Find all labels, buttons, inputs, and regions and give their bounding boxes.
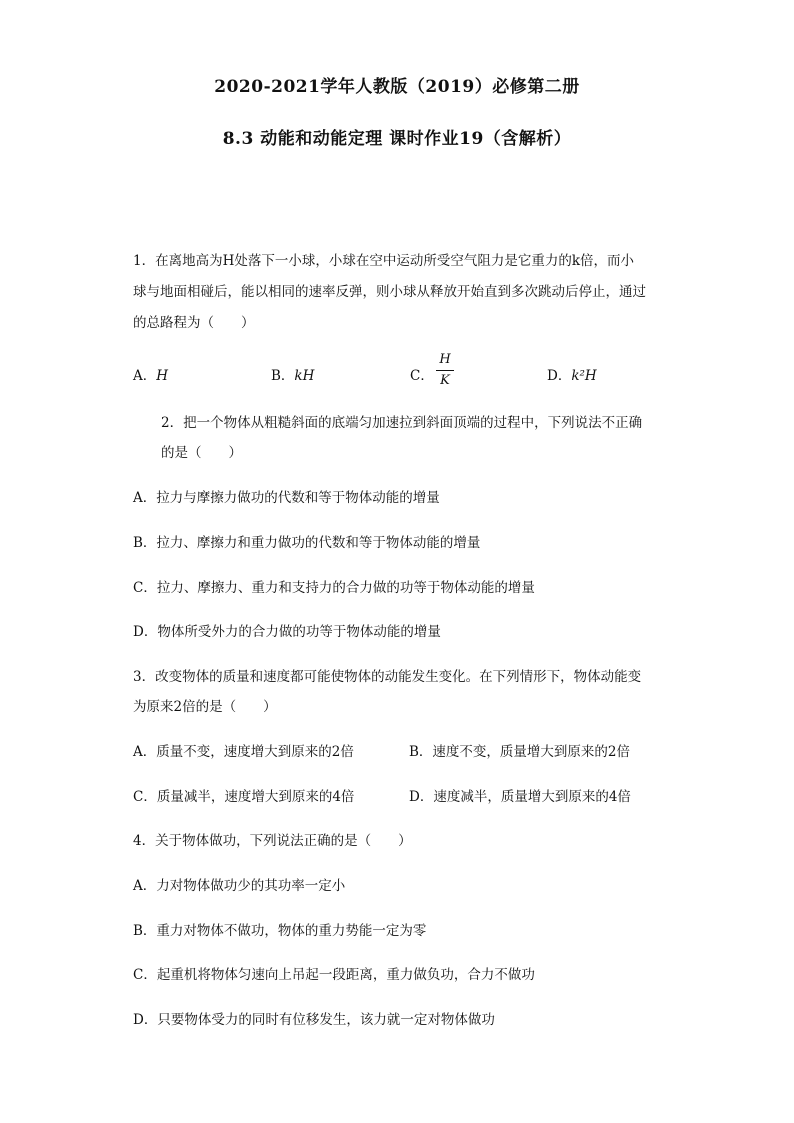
question-1-line-1: 1．在离地高为H处落下一小球，小球在空中运动所受空气阻力是它重力的k倍，而小 (133, 253, 635, 269)
question-2-line-2: 的是（ ） (161, 445, 242, 461)
fraction-denominator: K (440, 373, 450, 388)
question-4-line-1: 4．关于物体做功，下列说法正确的是（ ） (133, 833, 412, 849)
question-2-option-c: C．拉力、摩擦力、重力和支持力的合力做的功等于物体动能的增量 (133, 580, 535, 596)
question-4-option-b: B．重力对物体不做功，物体的重力势能一定为零 (133, 923, 427, 939)
option-label: C． (410, 368, 434, 384)
question-2-option-b: B．拉力、摩擦力和重力做功的代数和等于物体动能的增量 (133, 535, 481, 551)
question-1-line-3: 的总路程为（ ） (133, 315, 255, 331)
question-3-option-a: A．质量不变，速度增大到原来的2倍 (133, 744, 354, 760)
question-4-option-a: A．力对物体做功少的其功率一定小 (133, 878, 346, 894)
option-label: B． (271, 368, 295, 384)
option-label: D． (547, 368, 572, 384)
question-3-option-c: C．质量减半，速度增大到原来的4倍 (133, 789, 355, 805)
question-2-line-1: 2．把一个物体从粗糙斜面的底端匀加速拉到斜面顶端的过程中，下列说法不正确 (161, 415, 643, 431)
question-3-line-2: 为原来2倍的是（ ） (133, 699, 277, 715)
question-1-option-d (547, 364, 597, 384)
option-value: kH (294, 368, 315, 384)
option-value: H (156, 368, 169, 384)
question-4-option-d: D．只要物体受力的同时有位移发生，该力就一定对物体做功 (133, 1012, 495, 1028)
fraction-numerator: H (439, 352, 451, 367)
question-2-option-d: D．物体所受外力的合力做的功等于物体动能的增量 (133, 624, 441, 640)
question-3-option-d: D．速度减半，质量增大到原来的4倍 (409, 789, 631, 805)
question-2-option-a: A．拉力与摩擦力做功的代数和等于物体动能的增量 (133, 490, 440, 506)
fraction-bar (436, 370, 454, 371)
question-1-option-a (133, 364, 168, 384)
option-label: A． (133, 368, 157, 384)
question-1-line-2: 球与地面相碰后，能以相同的速率反弹，则小球从释放开始直到多次跳动后停止，通过 (133, 284, 646, 300)
question-3-line-1: 3．改变物体的质量和速度都可能使物体的动能发生变化。在下列情形下，物体动能变 (133, 669, 642, 685)
question-1-option-b (271, 364, 314, 384)
question-4-option-c: C．起重机将物体匀速向上吊起一段距离，重力做负功，合力不做功 (133, 967, 535, 983)
question-1-option-c-fraction (436, 352, 454, 389)
question-3-option-b: B．速度不变，质量增大到原来的2倍 (409, 744, 631, 760)
document-title: 2020-2021学年人教版（2019）必修第二册 (214, 77, 580, 97)
document-subtitle: 8.3 动能和动能定理 课时作业19（含解析） (222, 129, 572, 149)
question-1-option-c (410, 364, 434, 384)
option-value: k²H (571, 368, 597, 384)
